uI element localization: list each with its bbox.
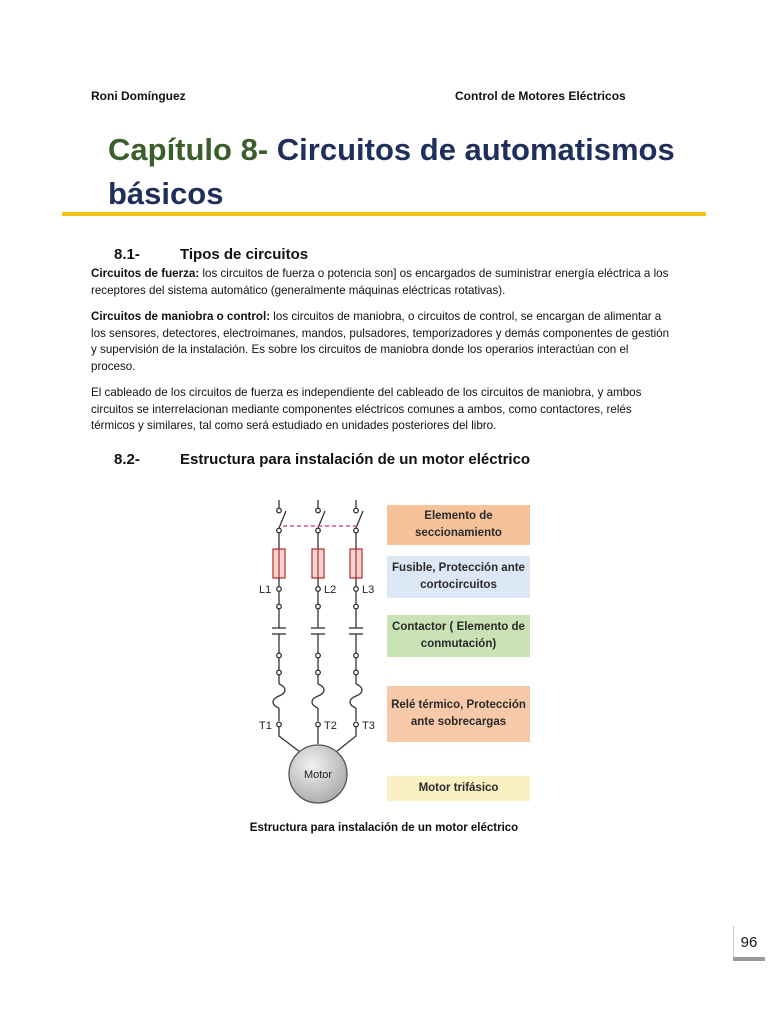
paragraph-text: los circuitos de maniobra, o circuitos de control, se encargan de alimentar a los sensores, detectores, electroimanes, mandos, pulsadores, temporizadores y demás componentes de gestión y supervisión de la instalación. Es sobre los circuitos de maniobra donde los operarios interactúan con el proceso. [91,310,670,373]
label-fuse [387,556,530,598]
page-number-bar [733,957,765,961]
fuse-icon [273,549,362,578]
terminal-label: T3 [362,720,375,732]
label-text: Motor trifásico [418,782,499,794]
header-book-title: Control de Motores Eléctricos [455,89,626,103]
paragraph-text: El cableado de los circuitos de fuerza es independiente del cableado de los circuitos de maniobra, y ambos circuitos se interrelacionan mediante componentes eléctricos comunes a ambos, como contactores, relés térmicos y similares, tal como será estudiado en unidades posteriores del libro. [91,386,642,432]
figure-caption: Estructura para instalación de un motor eléctrico [249,822,519,834]
terminal-label: L2 [324,584,337,596]
chapter-number: Capítulo 8- [108,132,269,167]
label-disconnect [387,505,530,545]
section-number: 8.2- [114,451,140,468]
terminal-label: L3 [362,584,375,596]
motor-label: Motor [303,769,333,781]
term-power-circuits: Circuitos de fuerza: [91,267,200,280]
paragraph-power-circuits [91,266,671,299]
thermal-relay-icon [273,684,362,708]
page-number: 96 [740,934,758,951]
terminal-label: L1 [259,584,272,596]
chapter-divider [62,212,706,216]
label-thermal-relay [387,686,530,742]
disconnect-switch-icon [277,500,363,533]
chapter-name: Circuitos de automatismos básicos [108,132,675,211]
chapter-title [108,128,708,216]
header-author: Roni Domínguez [91,89,186,103]
label-text: Relé térmico, Protección ante sobrecargas [391,699,526,728]
motor-circuit-diagram [240,496,390,806]
label-text: Elemento de seccionamiento [415,510,502,539]
section-title: Estructura para instalación de un motor eléctrico [180,451,531,468]
paragraph-control-circuits [91,309,671,375]
label-text: Fusible, Protección ante cortocircuitos [392,562,525,591]
paragraph-text: los circuitos de fuerza o potencia son] os encargados de suministrar energía eléctrica a los receptores del sistema automático (generalmente máquinas eléctricas rotativas). [91,267,669,297]
section-heading-8-2 [114,451,530,468]
label-contactor [387,615,530,657]
label-text: Contactor ( Elemento de conmutación) [392,621,525,650]
term-control-circuits: Circuitos de maniobra o control: [91,310,271,323]
label-motor [387,776,530,801]
section-heading-8-1 [114,246,308,263]
section-number: 8.1- [114,246,140,263]
paragraph-wiring [91,385,671,435]
terminal-label: T1 [259,720,272,732]
section-title: Tipos de circuitos [180,246,309,263]
contactor-icon [272,628,363,634]
terminal-label: T2 [324,720,337,732]
